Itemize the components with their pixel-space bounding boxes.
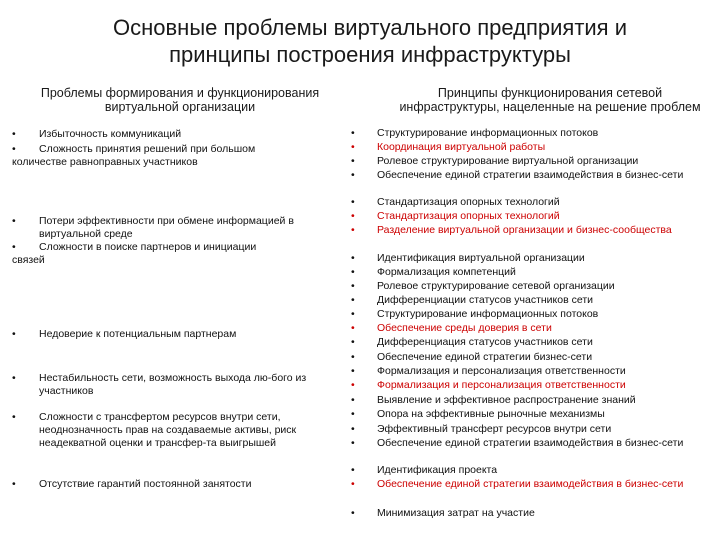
slide-title — [60, 14, 680, 68]
principle-text: Опора на эффективные рыночные механизмы — [377, 408, 605, 420]
problem-text: Сложности в поиске партнеров и инициации — [39, 241, 257, 253]
principle-text: Разделение виртуальной организации и бизнес-сообщества — [377, 224, 672, 236]
bullet: • — [351, 169, 355, 181]
problem-item — [12, 328, 342, 341]
principle-item — [351, 266, 707, 279]
principle-text: Дифференциации статусов участников сети — [377, 294, 594, 306]
bullet: • — [351, 336, 355, 348]
problem-text-continued: количестве равноправных участников — [12, 156, 198, 168]
problem-text: Сложности с трансфертом ресурсов внутри сети, неоднозначность прав на создаваемые активы, риск неадекватной оценки и трансфер-та выигрышей — [39, 411, 297, 449]
principle-text: Ролевое структурирование сетевой организации — [377, 280, 615, 292]
principle-item — [351, 280, 707, 293]
bullet: • — [351, 280, 355, 292]
principle-text: Формализация и персонализация ответственности — [377, 365, 626, 377]
bullet: • — [12, 215, 16, 227]
left-column-header: Проблемы формирования и функционирования виртуальной организации — [40, 86, 320, 114]
principle-item — [351, 478, 707, 491]
title-line-2: принципы построения инфраструктуры — [169, 42, 571, 67]
principle-text: Формализация компетенций — [377, 266, 516, 278]
principle-item — [351, 464, 707, 477]
problem-item — [12, 372, 348, 398]
problem-text: Нестабильность сети, возможность выхода лю-бого из участников — [39, 372, 307, 397]
principle-item — [351, 224, 707, 237]
principle-text: Выявление и эффективное распространение знаний — [377, 394, 636, 406]
bullet: • — [351, 423, 355, 435]
bullet: • — [351, 322, 355, 334]
bullet: • — [12, 143, 16, 155]
bullet: • — [351, 507, 355, 519]
bullet: • — [351, 196, 355, 208]
principle-text: Идентификация виртуальной организации — [377, 252, 585, 264]
principle-item — [351, 196, 707, 209]
principle-text: Обеспечение единой стратегии взаимодействия в бизнес-сети — [377, 169, 684, 181]
bullet: • — [12, 241, 16, 253]
principle-item — [351, 379, 707, 392]
bullet: • — [351, 437, 355, 449]
problem-text: Сложность принятия решений при большом — [39, 143, 256, 155]
bullet: • — [351, 266, 355, 278]
bullet: • — [351, 379, 355, 391]
principle-item — [351, 394, 707, 407]
principle-item — [351, 507, 707, 520]
problem-item — [12, 215, 342, 241]
problem-item — [12, 128, 312, 141]
problem-text: Избыточность коммуникаций — [39, 128, 182, 140]
bullet: • — [351, 308, 355, 320]
principle-text: Структурирование информационных потоков — [377, 308, 599, 320]
principle-item — [351, 322, 707, 335]
bullet: • — [351, 478, 355, 490]
principle-item — [351, 423, 707, 436]
principle-item — [351, 141, 707, 154]
bullet: • — [351, 141, 355, 153]
bullet: • — [351, 365, 355, 377]
principle-item — [351, 252, 707, 265]
principle-item — [351, 294, 707, 307]
principle-text: Обеспечение среды доверия в сети — [377, 322, 552, 334]
principle-item — [351, 365, 707, 378]
problem-item — [12, 241, 312, 267]
principle-text: Обеспечение единой стратегии взаимодействия в бизнес-сети — [377, 478, 684, 490]
principle-text: Стандартизация опорных технологий — [377, 210, 560, 222]
problem-text: Недоверие к потенциальным партнерам — [39, 328, 237, 340]
principle-item — [351, 351, 707, 364]
problem-item — [12, 411, 348, 450]
principle-item — [351, 210, 707, 223]
principle-text: Стандартизация опорных технологий — [377, 196, 560, 208]
principle-text: Структурирование информационных потоков — [377, 127, 599, 139]
principle-text: Обеспечение единой стратегии бизнес-сети — [377, 351, 593, 363]
title-line-1: Основные проблемы виртуального предприятия и — [113, 15, 627, 40]
principle-text: Эффективный трансферт ресурсов внутри сети — [377, 423, 612, 435]
principle-text: Минимизация затрат на участие — [377, 507, 535, 519]
bullet: • — [351, 224, 355, 236]
bullet: • — [351, 408, 355, 420]
bullet: • — [351, 394, 355, 406]
problem-text: Отсутствие гарантий постоянной занятости — [39, 478, 252, 490]
bullet: • — [12, 411, 16, 423]
bullet: • — [351, 127, 355, 139]
bullet: • — [351, 464, 355, 476]
principle-item — [351, 336, 707, 349]
bullet: • — [12, 372, 16, 384]
bullet: • — [12, 478, 16, 490]
principle-text: Ролевое структурирование виртуальной организации — [377, 155, 639, 167]
problem-item — [12, 143, 312, 169]
principle-text: Дифференциация статусов участников сети — [377, 336, 593, 348]
principle-item — [351, 169, 707, 182]
bullet: • — [351, 294, 355, 306]
right-column-header: Принципы функционирования сетевой инфраструктуры, нацеленные на решение проблем — [399, 86, 701, 114]
bullet: • — [12, 328, 16, 340]
principle-item — [351, 127, 707, 140]
principle-text: Обеспечение единой стратегии взаимодействия в бизнес-сети — [377, 437, 684, 449]
bullet: • — [351, 351, 355, 363]
problem-item — [12, 478, 342, 491]
principle-item — [351, 308, 707, 321]
principle-text: Координация виртуальной работы — [377, 141, 546, 153]
principle-item — [351, 155, 707, 168]
bullet: • — [351, 155, 355, 167]
principle-item — [351, 408, 707, 421]
principle-item — [351, 437, 707, 450]
bullet: • — [12, 128, 16, 140]
problem-text-continued: связей — [12, 254, 45, 266]
problem-text: Потери эффективности при обмене информацией в виртуальной среде — [39, 215, 294, 240]
principle-text: Идентификация проекта — [377, 464, 498, 476]
bullet: • — [351, 210, 355, 222]
principle-text: Формализация и персонализация ответственности — [377, 379, 626, 391]
bullet: • — [351, 252, 355, 264]
